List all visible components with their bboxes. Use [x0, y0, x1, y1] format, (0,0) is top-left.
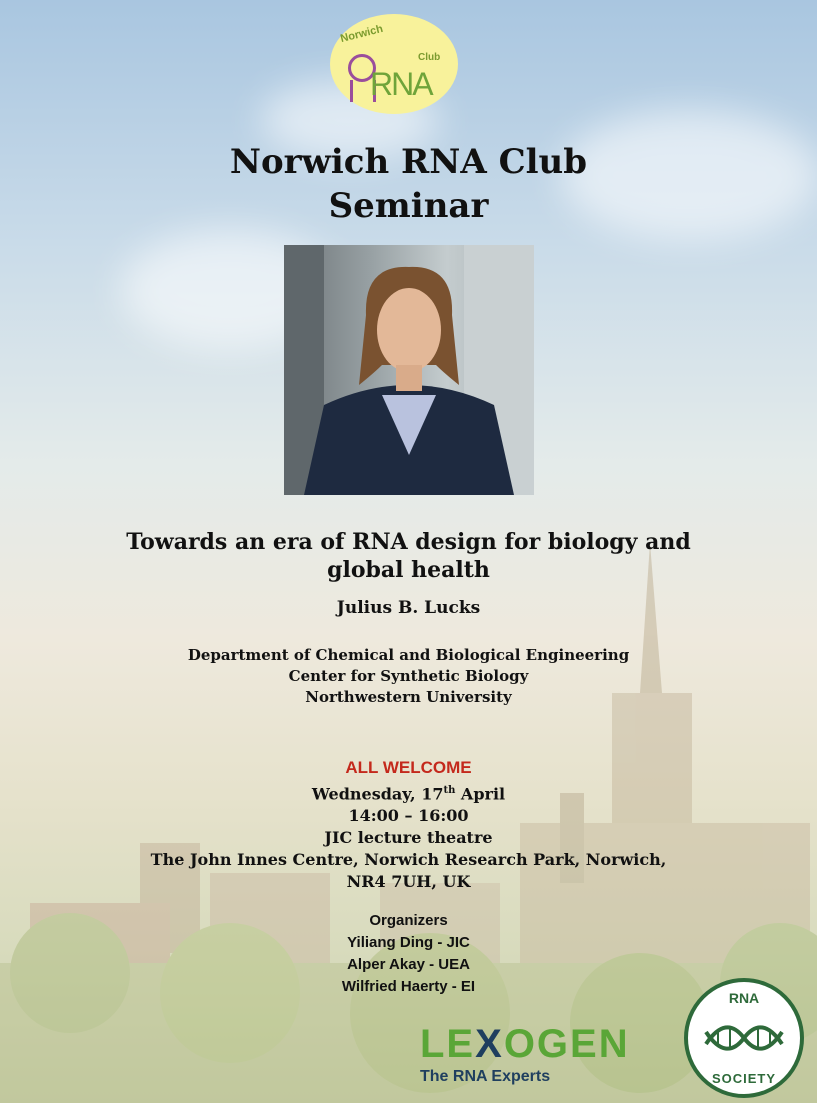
- organizer-item: Wilfried Haerty - EI: [341, 978, 476, 995]
- lexogen-tagline: The RNA Experts: [420, 1068, 551, 1085]
- speaker-affiliation: [0, 645, 817, 708]
- lexogen-logo: [420, 1022, 670, 1086]
- lexogen-wordmark-part: LE: [420, 1022, 476, 1066]
- affiliation-center: Center for Synthetic Biology: [288, 667, 529, 685]
- lexogen-wordmark-part: X: [475, 1022, 504, 1066]
- organizer-item: Alper Akay - UEA: [347, 956, 470, 973]
- title-line-1: Norwich RNA Club: [229, 142, 588, 182]
- talk-title-line-1: Towards an era of RNA design for biology and: [126, 529, 691, 555]
- lexogen-wordmark: [420, 1022, 670, 1066]
- event-address-line-2: NR4 7UH, UK: [346, 872, 471, 892]
- event-details: [0, 780, 817, 893]
- seminar-title: [0, 140, 817, 228]
- talk-title-line-2: global health: [327, 557, 490, 583]
- affiliation-university: Northwestern University: [305, 688, 512, 706]
- speaker-portrait-illustration: [284, 245, 534, 495]
- organizer-item: Yiliang Ding - JIC: [347, 934, 470, 951]
- event-time: 14:00 – 16:00: [348, 806, 469, 826]
- event-date-ordinal: th: [443, 785, 456, 796]
- event-date-month: April: [455, 784, 506, 804]
- event-date: [0, 780, 817, 805]
- speaker-photo: [284, 245, 534, 495]
- talk-title: [0, 528, 817, 584]
- norwich-rna-club-logo: [330, 14, 458, 114]
- lexogen-wordmark-part: OGEN: [503, 1022, 630, 1066]
- logo-rna-text: RNA: [370, 66, 432, 102]
- title-line-2: Seminar: [328, 186, 489, 226]
- event-date-day: Wednesday, 17: [311, 784, 444, 804]
- logo-club-text: Club: [418, 52, 441, 63]
- all-welcome-label: ALL WELCOME: [345, 758, 472, 777]
- event-address-line-1: The John Innes Centre, Norwich Research Park, Norwich,: [150, 850, 667, 870]
- rna-society-logo: [684, 978, 804, 1098]
- rna-society-bottom-text: SOCIETY: [711, 1071, 777, 1086]
- event-venue: JIC lecture theatre: [324, 828, 493, 848]
- organizers-heading: Organizers: [369, 912, 448, 929]
- rna-society-top-text: RNA: [728, 990, 760, 1006]
- speaker-name: Julius B. Lucks: [336, 598, 481, 618]
- logo-norwich-text: Norwich: [339, 22, 385, 46]
- affiliation-department: Department of Chemical and Biological Engineering: [187, 646, 630, 664]
